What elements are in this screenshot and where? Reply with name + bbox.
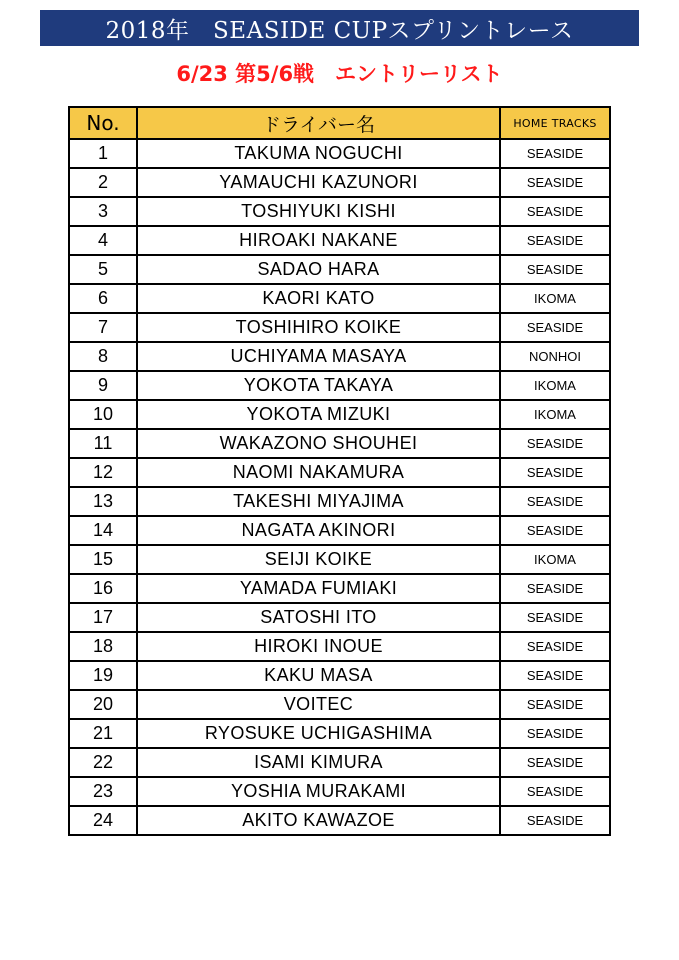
table-row [69,603,610,632]
table-row [69,226,610,255]
entry-table [68,106,611,836]
driver-name: TAKUMA NOGUCHI [137,139,500,168]
entry-number: 12 [69,458,137,487]
entry-number: 24 [69,806,137,835]
entry-number: 17 [69,603,137,632]
table-row [69,516,610,545]
entry-number: 14 [69,516,137,545]
home-track: NONHOI [500,342,610,371]
entry-number: 1 [69,139,137,168]
home-track: SEASIDE [500,806,610,835]
table-row [69,400,610,429]
home-track: SEASIDE [500,661,610,690]
table-row [69,777,610,806]
home-track: IKOMA [500,284,610,313]
home-track: SEASIDE [500,226,610,255]
table-header-row [69,107,610,139]
driver-name: ISAMI KIMURA [137,748,500,777]
driver-name: NAOMI NAKAMURA [137,458,500,487]
table-row [69,168,610,197]
home-track: SEASIDE [500,748,610,777]
driver-name: HIROAKI NAKANE [137,226,500,255]
home-track: IKOMA [500,545,610,574]
home-track: SEASIDE [500,777,610,806]
table-row [69,719,610,748]
page-title: 2018年 SEASIDE CUPスプリントレース [105,17,574,44]
driver-name: YAMAUCHI KAZUNORI [137,168,500,197]
entry-number: 7 [69,313,137,342]
entry-number: 11 [69,429,137,458]
table-row [69,661,610,690]
home-track: SEASIDE [500,139,610,168]
table-row [69,632,610,661]
driver-name: SEIJI KOIKE [137,545,500,574]
driver-name: AKITO KAWAZOE [137,806,500,835]
driver-name: YAMADA FUMIAKI [137,574,500,603]
entry-number: 5 [69,255,137,284]
driver-name: VOITEC [137,690,500,719]
table-row [69,487,610,516]
home-track: IKOMA [500,400,610,429]
table-row [69,284,610,313]
column-header-no: No. [69,107,137,139]
driver-name: KAKU MASA [137,661,500,690]
event-subtitle: 6/23 第5/6戦 エントリーリスト [176,62,503,86]
table-row [69,255,610,284]
entry-number: 16 [69,574,137,603]
entry-number: 23 [69,777,137,806]
entry-number: 3 [69,197,137,226]
driver-name: SADAO HARA [137,255,500,284]
table-row [69,748,610,777]
entry-number: 19 [69,661,137,690]
entry-number: 9 [69,371,137,400]
entry-number: 21 [69,719,137,748]
home-track: SEASIDE [500,516,610,545]
table-row [69,545,610,574]
home-track: SEASIDE [500,429,610,458]
entry-number: 2 [69,168,137,197]
driver-name: WAKAZONO SHOUHEI [137,429,500,458]
entry-number: 8 [69,342,137,371]
driver-name: YOKOTA MIZUKI [137,400,500,429]
entry-number: 4 [69,226,137,255]
driver-name: TOSHIHIRO KOIKE [137,313,500,342]
table-row [69,690,610,719]
entry-number: 18 [69,632,137,661]
driver-name: TOSHIYUKI KISHI [137,197,500,226]
table-row [69,342,610,371]
table-row [69,313,610,342]
driver-name: RYOSUKE UCHIGASHIMA [137,719,500,748]
table-row [69,429,610,458]
table-row [69,139,610,168]
driver-name: TAKESHI MIYAJIMA [137,487,500,516]
home-track: SEASIDE [500,719,610,748]
home-track: SEASIDE [500,313,610,342]
home-track: SEASIDE [500,690,610,719]
home-track: SEASIDE [500,197,610,226]
home-track: SEASIDE [500,603,610,632]
home-track: SEASIDE [500,632,610,661]
entry-number: 22 [69,748,137,777]
home-track: SEASIDE [500,255,610,284]
entry-number: 13 [69,487,137,516]
column-header-driver-name: ドライバー名 [137,107,500,139]
driver-name: UCHIYAMA MASAYA [137,342,500,371]
column-header-home-tracks: HOME TRACKS [500,107,610,139]
table-row [69,574,610,603]
table-row [69,806,610,835]
entry-number: 6 [69,284,137,313]
driver-name: NAGATA AKINORI [137,516,500,545]
title-bar [40,10,639,46]
table-row [69,371,610,400]
driver-name: SATOSHI ITO [137,603,500,632]
home-track: SEASIDE [500,574,610,603]
entry-number: 15 [69,545,137,574]
table-row [69,458,610,487]
table-row [69,197,610,226]
entry-number: 20 [69,690,137,719]
home-track: SEASIDE [500,487,610,516]
driver-name: YOSHIA MURAKAMI [137,777,500,806]
entry-number: 10 [69,400,137,429]
home-track: IKOMA [500,371,610,400]
home-track: SEASIDE [500,458,610,487]
driver-name: KAORI KATO [137,284,500,313]
driver-name: HIROKI INOUE [137,632,500,661]
driver-name: YOKOTA TAKAYA [137,371,500,400]
home-track: SEASIDE [500,168,610,197]
